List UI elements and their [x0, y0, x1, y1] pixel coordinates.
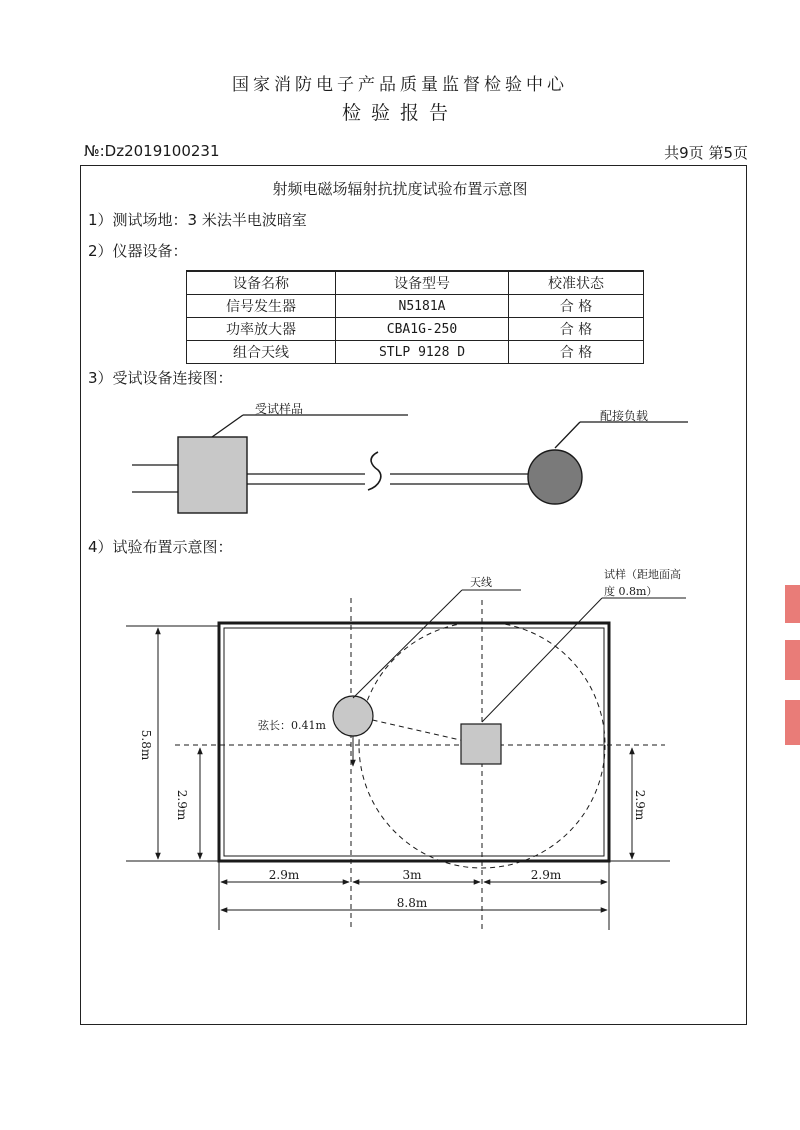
dim-height-left-label: 2.9m — [175, 789, 189, 821]
item-equipment: 2）仪器设备： — [88, 242, 188, 260]
cell-model: CBA1G-250 — [336, 318, 509, 341]
organization-title: 国家消防电子产品质量监督检验中心 — [232, 75, 568, 95]
load-leader-line — [555, 422, 580, 448]
chamber-outer-wall — [219, 623, 609, 861]
table-header-row — [187, 271, 644, 295]
cell-name: 功率放大器 — [187, 318, 336, 341]
antenna-label: 天线 — [470, 576, 492, 589]
layout-diagram — [0, 560, 800, 940]
document-title: 检验报告 — [341, 102, 458, 124]
dim-width-right-label: 2.9m — [530, 868, 562, 882]
page-info: 共9页 第5页 — [664, 144, 748, 162]
sample-label-line1: 试样（距地面高 — [604, 568, 681, 581]
test-sample-box — [178, 437, 247, 513]
cell-status: 合 格 — [509, 318, 644, 341]
chord-label: 弦长：0.41m — [258, 719, 326, 732]
cable-break-mark — [368, 452, 381, 490]
report-number: №:Dz2019100231 — [84, 142, 220, 160]
matched-load-circle — [528, 450, 582, 504]
seal-stamp-fragment — [785, 700, 800, 745]
sample-leader-line — [482, 598, 602, 722]
cell-status: 合 格 — [509, 295, 644, 318]
seal-stamp-fragment — [785, 585, 800, 623]
item-test-site: 1）测试场地：3 米法半电波暗室 — [88, 211, 307, 229]
dim-width-total-label: 8.8m — [396, 896, 428, 910]
section-title: 射频电磁场辐射抗扰度试验布置示意图 — [272, 180, 528, 198]
header-status: 校准状态 — [509, 271, 644, 295]
cell-status: 合 格 — [509, 341, 644, 364]
dim-height-total-label: 5.8m — [139, 729, 153, 761]
antenna-circle — [333, 696, 373, 736]
equipment-table — [186, 270, 644, 364]
sample-label: 受试样品 — [255, 402, 304, 416]
sample-label-line2: 度 0.8m） — [604, 585, 658, 598]
header-model: 设备型号 — [336, 271, 509, 295]
dim-width-left-label: 2.9m — [268, 868, 300, 882]
sample-leader-line — [212, 415, 243, 437]
table-row — [187, 318, 644, 341]
table-row — [187, 341, 644, 364]
cell-model: N5181A — [336, 295, 509, 318]
cell-model: STLP 9128 D — [336, 341, 509, 364]
seal-stamp-fragment — [785, 640, 800, 680]
connection-diagram — [0, 390, 800, 520]
chamber-inner-wall — [224, 628, 604, 856]
dim-height-right-label: 2.9m — [633, 789, 647, 821]
cell-name: 组合天线 — [187, 341, 336, 364]
item-connection: 3）受试设备连接图： — [88, 369, 233, 387]
cell-name: 信号发生器 — [187, 295, 336, 318]
antenna-leader-line — [353, 590, 462, 698]
sample-square — [461, 724, 501, 764]
dim-width-mid-label: 3m — [402, 868, 422, 882]
table-row — [187, 295, 644, 318]
load-label: 配接负载 — [600, 409, 649, 423]
header-name: 设备名称 — [187, 271, 336, 295]
item-layout: 4）试验布置示意图： — [88, 538, 233, 556]
